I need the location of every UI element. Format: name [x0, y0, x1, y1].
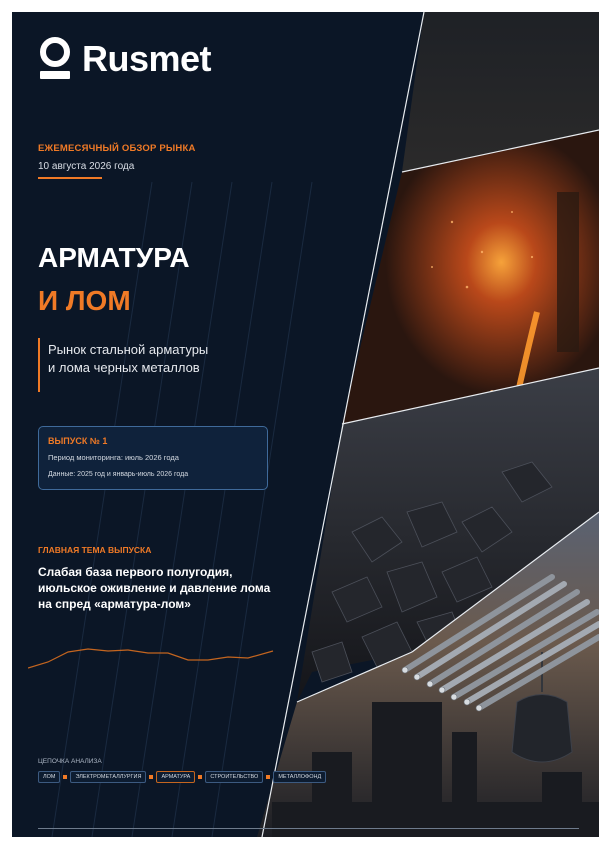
- chain-separator: [266, 775, 270, 779]
- theme-line-2: июльское оживление и давление лома: [38, 581, 271, 595]
- chain-step-electrometallurgy: ЭЛЕКТРОМЕТАЛЛУРГИЯ: [70, 771, 146, 783]
- title-line-2: И ЛОМ: [38, 285, 131, 316]
- decorative-sparkline: [28, 640, 278, 680]
- report-subtitle: [48, 341, 288, 377]
- chain-separator: [198, 775, 202, 779]
- subtitle-line-2: и лома черных металлов: [48, 360, 200, 375]
- issue-data-range: Данные: 2025 год и январь-июль 2026 года: [48, 471, 189, 478]
- chain-step-rebar: АРМАТУРА: [156, 771, 195, 783]
- theme-headline: [38, 564, 288, 612]
- theme-line-3: на спред «арматура-лом»: [38, 597, 191, 611]
- report-kicker: ЕЖЕМЕСЯЧНЫЙ ОБЗОР РЫНКА: [38, 143, 196, 154]
- issue-period: Период мониторинга: июль 2026 года: [48, 453, 179, 462]
- brand-name: Rusmet: [82, 38, 212, 79]
- photo-collage: [12, 12, 599, 837]
- report-date: 10 августа 2026 года: [38, 161, 135, 172]
- title-line-1: АРМАТУРА: [38, 242, 190, 273]
- subtitle-line-1: Рынок стальной арматуры: [48, 342, 209, 357]
- theme-line-1: Слабая база первого полугодия,: [38, 565, 233, 579]
- chain-step-scrap: ЛОМ: [38, 771, 60, 783]
- chain-separator: [149, 775, 153, 779]
- date-underline: [38, 177, 102, 179]
- report-cover: [12, 12, 599, 837]
- chain-step-construction: СТРОИТЕЛЬСТВО: [205, 771, 263, 783]
- theme-label: ГЛАВНАЯ ТЕМА ВЫПУСКА: [38, 545, 152, 555]
- subtitle-accent-bar: [38, 338, 40, 392]
- analysis-chain-label: ЦЕПОЧКА АНАЛИЗА: [38, 758, 102, 765]
- footer-rule: [38, 828, 579, 829]
- issue-info-box: [38, 426, 268, 490]
- rusmet-ring-logo-icon: [38, 36, 72, 82]
- chain-separator: [63, 775, 67, 779]
- diagonal-lines: [52, 182, 312, 837]
- brand-logo: [38, 36, 211, 82]
- analysis-chain: [38, 771, 326, 783]
- chain-step-metal-stock: МЕТАЛЛОФОНД: [273, 771, 326, 783]
- issue-number: ВЫПУСК № 1: [48, 436, 108, 446]
